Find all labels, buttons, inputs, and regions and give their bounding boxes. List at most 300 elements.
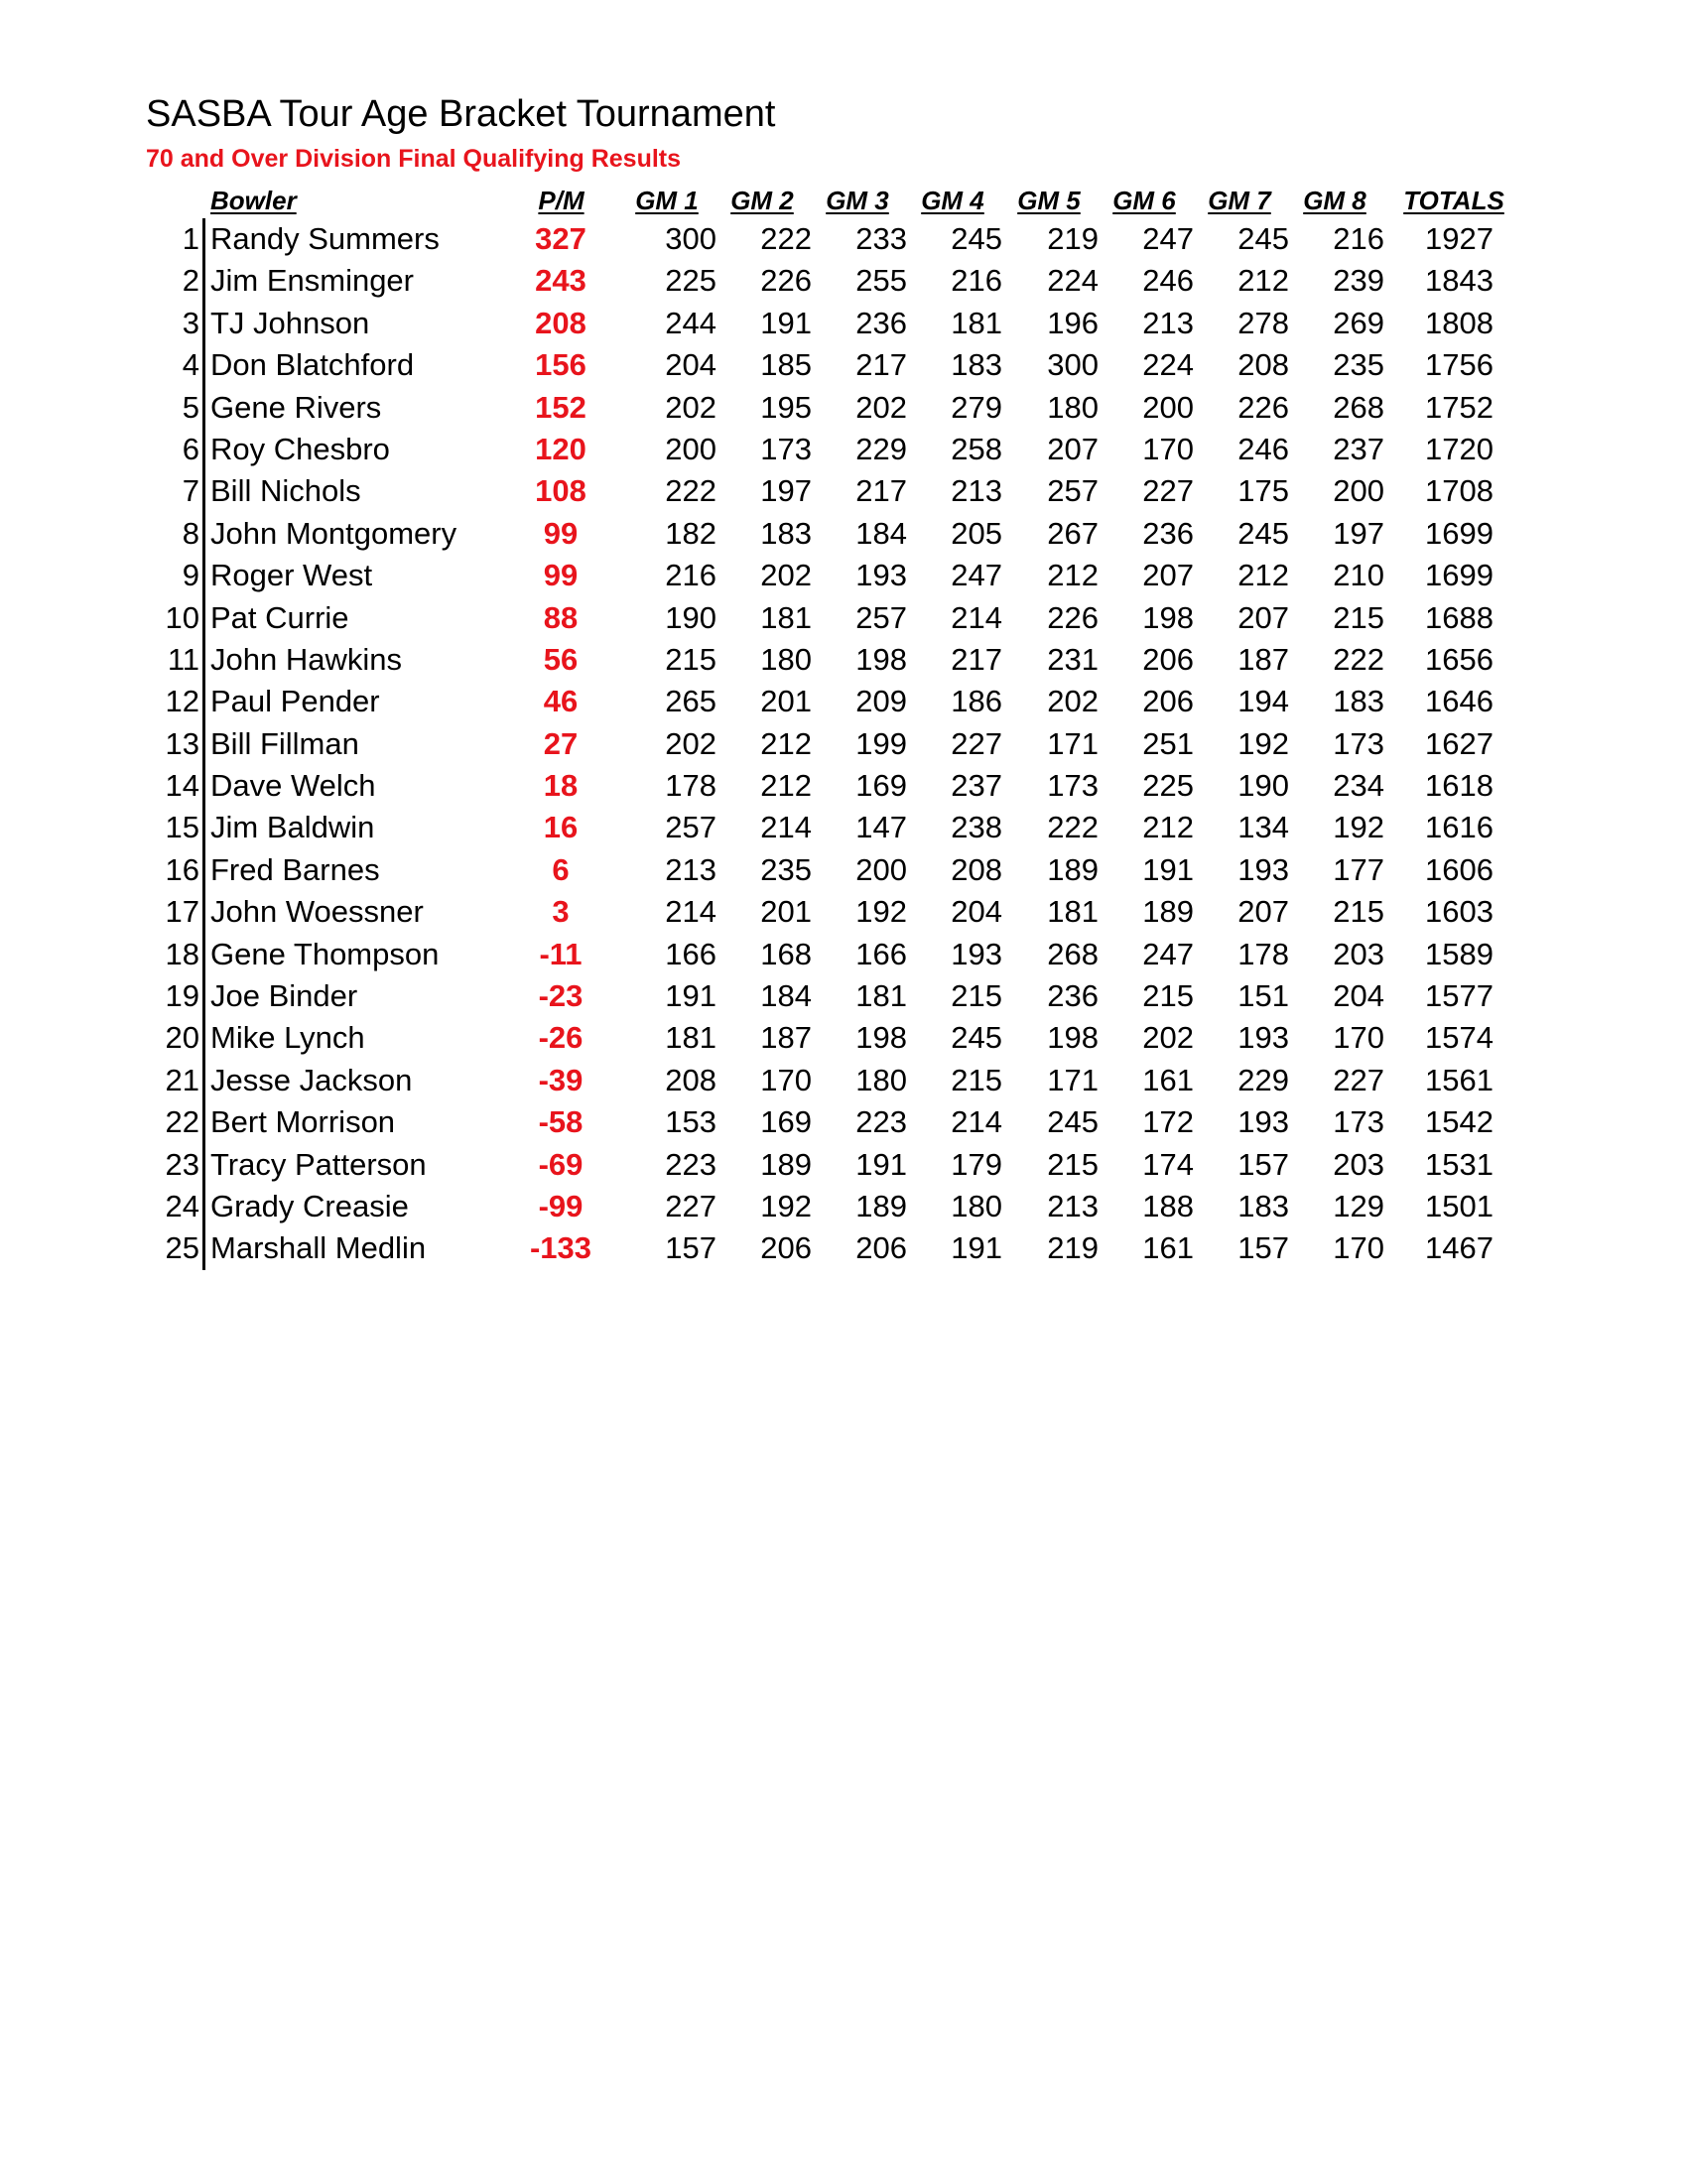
game-7-cell: 194 [1237, 684, 1289, 719]
pm-cell: 18 [543, 768, 579, 804]
game-8-cell: 192 [1333, 810, 1384, 845]
header-totals: TOTALS [1403, 186, 1504, 215]
rank-cell: 13 [165, 725, 199, 761]
bowler-name-cell: Marshall Medlin [210, 1230, 427, 1266]
game-7-cell: 212 [1237, 558, 1289, 593]
game-1-cell: 300 [665, 221, 716, 256]
game-8-cell: 235 [1333, 347, 1384, 383]
bowler-name-cell: Bill Nichols [210, 473, 361, 509]
game-6-cell: 161 [1142, 1062, 1194, 1097]
rank-cell: 16 [165, 851, 199, 887]
table-row [0, 470, 1688, 512]
table-row [0, 513, 1688, 555]
rank-cell: 11 [167, 641, 199, 677]
pm-cell: 120 [535, 431, 586, 466]
total-cell: 1603 [1425, 894, 1493, 930]
header-pm: P/M [538, 186, 584, 215]
game-1-cell: 182 [665, 515, 716, 551]
game-3-cell: 255 [855, 263, 907, 299]
game-3-cell: 199 [855, 725, 907, 761]
game-3-cell: 233 [855, 221, 907, 256]
game-4-cell: 208 [951, 851, 1002, 887]
game-7-cell: 157 [1237, 1146, 1289, 1182]
table-row [0, 765, 1688, 807]
bowler-name-cell: Randy Summers [210, 221, 440, 256]
table-row [0, 1186, 1688, 1227]
game-8-cell: 237 [1333, 431, 1384, 466]
game-8-cell: 234 [1333, 768, 1384, 804]
table-row [0, 681, 1688, 722]
game-4-cell: 181 [951, 305, 1002, 340]
game-1-cell: 208 [665, 1062, 716, 1097]
game-2-cell: 185 [760, 347, 812, 383]
game-6-cell: 236 [1142, 515, 1194, 551]
game-8-cell: 200 [1333, 473, 1384, 509]
table-header-row [0, 183, 1688, 218]
game-1-cell: 215 [665, 641, 716, 677]
game-4-cell: 247 [951, 558, 1002, 593]
table-row [0, 1060, 1688, 1101]
rank-cell: 12 [165, 684, 199, 719]
pm-cell: 243 [535, 263, 586, 299]
game-3-cell: 180 [855, 1062, 907, 1097]
total-cell: 1688 [1425, 599, 1493, 635]
game-8-cell: 173 [1333, 725, 1384, 761]
game-5-cell: 236 [1047, 978, 1099, 1014]
game-2-cell: 212 [760, 725, 812, 761]
game-1-cell: 222 [665, 473, 716, 509]
game-8-cell: 173 [1333, 1104, 1384, 1140]
header-game-6: GM 6 [1112, 186, 1176, 215]
game-6-cell: 225 [1142, 768, 1194, 804]
total-cell: 1501 [1425, 1188, 1493, 1223]
game-6-cell: 212 [1142, 810, 1194, 845]
pm-cell: 27 [543, 725, 579, 761]
bowler-name-cell: Jim Baldwin [210, 810, 375, 845]
game-8-cell: 222 [1333, 641, 1384, 677]
game-2-cell: 202 [760, 558, 812, 593]
pm-cell: 108 [535, 473, 586, 509]
game-2-cell: 181 [760, 599, 812, 635]
game-5-cell: 212 [1047, 558, 1099, 593]
game-3-cell: 184 [855, 515, 907, 551]
bowler-name-cell: Grady Creasie [210, 1188, 409, 1223]
table-row [0, 807, 1688, 848]
table-row [0, 1144, 1688, 1186]
game-4-cell: 191 [951, 1230, 1002, 1266]
game-2-cell: 180 [760, 641, 812, 677]
game-6-cell: 206 [1142, 684, 1194, 719]
game-6-cell: 170 [1142, 431, 1194, 466]
game-1-cell: 257 [665, 810, 716, 845]
game-4-cell: 193 [951, 936, 1002, 971]
total-cell: 1542 [1425, 1104, 1493, 1140]
game-6-cell: 191 [1142, 851, 1194, 887]
total-cell: 1574 [1425, 1020, 1493, 1056]
total-cell: 1618 [1425, 768, 1493, 804]
game-7-cell: 183 [1237, 1188, 1289, 1223]
table-row [0, 1101, 1688, 1143]
game-5-cell: 180 [1047, 389, 1099, 425]
game-3-cell: 200 [855, 851, 907, 887]
rank-cell: 15 [165, 810, 199, 845]
table-row [0, 387, 1688, 429]
header-bowler: Bowler [210, 186, 297, 215]
header-game-3: GM 3 [826, 186, 889, 215]
bowler-name-cell: Dave Welch [210, 768, 376, 804]
game-2-cell: 235 [760, 851, 812, 887]
game-1-cell: 200 [665, 431, 716, 466]
game-5-cell: 219 [1047, 1230, 1099, 1266]
rank-cell: 8 [182, 515, 199, 551]
game-6-cell: 172 [1142, 1104, 1194, 1140]
bowler-name-cell: John Woessner [210, 894, 424, 930]
table-row [0, 1227, 1688, 1269]
game-7-cell: 190 [1237, 768, 1289, 804]
game-3-cell: 206 [855, 1230, 907, 1266]
game-7-cell: 192 [1237, 725, 1289, 761]
game-8-cell: 203 [1333, 936, 1384, 971]
game-4-cell: 227 [951, 725, 1002, 761]
game-8-cell: 269 [1333, 305, 1384, 340]
game-5-cell: 202 [1047, 684, 1099, 719]
game-8-cell: 215 [1333, 599, 1384, 635]
game-5-cell: 224 [1047, 263, 1099, 299]
pm-cell: 6 [552, 851, 570, 887]
game-2-cell: 191 [760, 305, 812, 340]
table-row [0, 891, 1688, 933]
bowler-name-cell: Bill Fillman [210, 725, 359, 761]
pm-cell: 88 [543, 599, 579, 635]
game-1-cell: 214 [665, 894, 716, 930]
header-game-7: GM 7 [1208, 186, 1271, 215]
game-2-cell: 169 [760, 1104, 812, 1140]
game-4-cell: 214 [951, 1104, 1002, 1140]
table-row [0, 1017, 1688, 1059]
game-4-cell: 213 [951, 473, 1002, 509]
game-3-cell: 189 [855, 1188, 907, 1223]
game-7-cell: 193 [1237, 851, 1289, 887]
game-8-cell: 129 [1333, 1188, 1384, 1223]
table-row [0, 218, 1688, 260]
bowler-name-cell: Bert Morrison [210, 1104, 396, 1140]
bowler-name-cell: Fred Barnes [210, 851, 380, 887]
game-7-cell: 278 [1237, 305, 1289, 340]
game-7-cell: 226 [1237, 389, 1289, 425]
game-6-cell: 202 [1142, 1020, 1194, 1056]
game-5-cell: 257 [1047, 473, 1099, 509]
total-cell: 1616 [1425, 810, 1493, 845]
rank-cell: 4 [182, 347, 199, 383]
bowler-name-cell: TJ Johnson [210, 305, 370, 340]
game-4-cell: 215 [951, 978, 1002, 1014]
game-6-cell: 174 [1142, 1146, 1194, 1182]
game-2-cell: 195 [760, 389, 812, 425]
game-1-cell: 213 [665, 851, 716, 887]
game-8-cell: 215 [1333, 894, 1384, 930]
bowler-name-cell: Pat Currie [210, 599, 349, 635]
game-6-cell: 224 [1142, 347, 1194, 383]
table-row [0, 344, 1688, 386]
bowler-name-cell: Jim Ensminger [210, 263, 414, 299]
game-6-cell: 251 [1142, 725, 1194, 761]
game-5-cell: 196 [1047, 305, 1099, 340]
game-2-cell: 197 [760, 473, 812, 509]
rank-divider-line [202, 218, 205, 1270]
header-game-2: GM 2 [730, 186, 794, 215]
game-6-cell: 200 [1142, 389, 1194, 425]
game-6-cell: 227 [1142, 473, 1194, 509]
game-5-cell: 245 [1047, 1104, 1099, 1140]
total-cell: 1699 [1425, 515, 1493, 551]
game-3-cell: 193 [855, 558, 907, 593]
game-1-cell: 181 [665, 1020, 716, 1056]
total-cell: 1927 [1425, 221, 1493, 256]
game-4-cell: 217 [951, 641, 1002, 677]
game-3-cell: 166 [855, 936, 907, 971]
game-2-cell: 206 [760, 1230, 812, 1266]
pm-cell: -39 [538, 1062, 584, 1097]
game-2-cell: 189 [760, 1146, 812, 1182]
game-4-cell: 215 [951, 1062, 1002, 1097]
pm-cell: 16 [543, 810, 579, 845]
table-row [0, 934, 1688, 975]
game-3-cell: 198 [855, 1020, 907, 1056]
game-6-cell: 161 [1142, 1230, 1194, 1266]
game-2-cell: 184 [760, 978, 812, 1014]
table-row [0, 303, 1688, 344]
game-6-cell: 215 [1142, 978, 1194, 1014]
game-4-cell: 180 [951, 1188, 1002, 1223]
game-5-cell: 222 [1047, 810, 1099, 845]
game-8-cell: 183 [1333, 684, 1384, 719]
rank-cell: 19 [165, 978, 199, 1014]
game-4-cell: 238 [951, 810, 1002, 845]
game-8-cell: 203 [1333, 1146, 1384, 1182]
game-1-cell: 178 [665, 768, 716, 804]
bowler-name-cell: Joe Binder [210, 978, 358, 1014]
rank-cell: 7 [182, 473, 199, 509]
game-5-cell: 268 [1047, 936, 1099, 971]
pm-cell: -23 [538, 978, 584, 1014]
header-game-8: GM 8 [1303, 186, 1366, 215]
total-cell: 1720 [1425, 431, 1493, 466]
rank-cell: 6 [182, 431, 199, 466]
game-4-cell: 183 [951, 347, 1002, 383]
rank-cell: 3 [182, 305, 199, 340]
game-3-cell: 169 [855, 768, 907, 804]
game-1-cell: 202 [665, 725, 716, 761]
game-6-cell: 198 [1142, 599, 1194, 635]
game-2-cell: 187 [760, 1020, 812, 1056]
game-5-cell: 231 [1047, 641, 1099, 677]
game-3-cell: 236 [855, 305, 907, 340]
game-3-cell: 181 [855, 978, 907, 1014]
game-3-cell: 198 [855, 641, 907, 677]
game-1-cell: 157 [665, 1230, 716, 1266]
game-7-cell: 134 [1237, 810, 1289, 845]
game-2-cell: 222 [760, 221, 812, 256]
game-8-cell: 216 [1333, 221, 1384, 256]
document-subtitle: 70 and Over Division Final Qualifying Results [146, 145, 682, 173]
game-1-cell: 190 [665, 599, 716, 635]
game-2-cell: 201 [760, 894, 812, 930]
game-2-cell: 226 [760, 263, 812, 299]
game-5-cell: 171 [1047, 725, 1099, 761]
table-row [0, 639, 1688, 681]
bowler-name-cell: John Hawkins [210, 641, 402, 677]
game-4-cell: 179 [951, 1146, 1002, 1182]
game-8-cell: 170 [1333, 1230, 1384, 1266]
game-4-cell: 237 [951, 768, 1002, 804]
total-cell: 1589 [1425, 936, 1493, 971]
game-4-cell: 216 [951, 263, 1002, 299]
game-6-cell: 247 [1142, 936, 1194, 971]
game-3-cell: 217 [855, 347, 907, 383]
game-6-cell: 247 [1142, 221, 1194, 256]
pm-cell: -11 [539, 936, 583, 971]
game-7-cell: 193 [1237, 1104, 1289, 1140]
rank-cell: 1 [182, 221, 199, 256]
bowler-name-cell: Jesse Jackson [210, 1062, 413, 1097]
game-5-cell: 171 [1047, 1062, 1099, 1097]
rank-cell: 22 [165, 1104, 199, 1140]
game-7-cell: 175 [1237, 473, 1289, 509]
game-8-cell: 177 [1333, 851, 1384, 887]
bowler-name-cell: Don Blatchford [210, 347, 415, 383]
game-7-cell: 207 [1237, 599, 1289, 635]
game-4-cell: 245 [951, 1020, 1002, 1056]
table-row [0, 555, 1688, 596]
game-7-cell: 212 [1237, 263, 1289, 299]
game-1-cell: 204 [665, 347, 716, 383]
game-7-cell: 157 [1237, 1230, 1289, 1266]
game-3-cell: 257 [855, 599, 907, 635]
game-3-cell: 229 [855, 431, 907, 466]
game-7-cell: 245 [1237, 221, 1289, 256]
game-7-cell: 207 [1237, 894, 1289, 930]
game-3-cell: 223 [855, 1104, 907, 1140]
game-1-cell: 202 [665, 389, 716, 425]
game-4-cell: 245 [951, 221, 1002, 256]
header-game-4: GM 4 [921, 186, 984, 215]
rank-cell: 5 [182, 389, 199, 425]
game-6-cell: 246 [1142, 263, 1194, 299]
pm-cell: 56 [543, 641, 579, 677]
game-7-cell: 178 [1237, 936, 1289, 971]
game-1-cell: 223 [665, 1146, 716, 1182]
pm-cell: -58 [538, 1104, 584, 1140]
pm-cell: 152 [535, 389, 586, 425]
game-8-cell: 197 [1333, 515, 1384, 551]
game-5-cell: 215 [1047, 1146, 1099, 1182]
table-row [0, 260, 1688, 302]
pm-cell: 99 [543, 515, 579, 551]
game-2-cell: 168 [760, 936, 812, 971]
bowler-name-cell: Gene Rivers [210, 389, 382, 425]
game-8-cell: 268 [1333, 389, 1384, 425]
rank-cell: 25 [165, 1230, 199, 1266]
table-row [0, 723, 1688, 765]
header-game-1: GM 1 [635, 186, 699, 215]
bowler-name-cell: Roger West [210, 558, 373, 593]
pm-cell: 327 [535, 221, 586, 256]
game-7-cell: 208 [1237, 347, 1289, 383]
game-5-cell: 219 [1047, 221, 1099, 256]
game-3-cell: 147 [855, 810, 907, 845]
game-2-cell: 192 [760, 1188, 812, 1223]
pm-cell: -133 [529, 1230, 592, 1266]
game-5-cell: 207 [1047, 431, 1099, 466]
game-6-cell: 213 [1142, 305, 1194, 340]
results-table [0, 183, 1688, 1270]
game-4-cell: 205 [951, 515, 1002, 551]
total-cell: 1699 [1425, 558, 1493, 593]
game-7-cell: 245 [1237, 515, 1289, 551]
bowler-name-cell: Paul Pender [210, 684, 380, 719]
rank-cell: 23 [165, 1146, 199, 1182]
game-3-cell: 209 [855, 684, 907, 719]
total-cell: 1752 [1425, 389, 1493, 425]
game-1-cell: 191 [665, 978, 716, 1014]
total-cell: 1843 [1425, 263, 1493, 299]
game-6-cell: 189 [1142, 894, 1194, 930]
total-cell: 1708 [1425, 473, 1493, 509]
game-2-cell: 173 [760, 431, 812, 466]
rank-cell: 14 [165, 768, 199, 804]
rank-cell: 20 [165, 1020, 199, 1056]
pm-cell: -26 [538, 1020, 584, 1056]
rank-cell: 18 [165, 936, 199, 971]
game-2-cell: 170 [760, 1062, 812, 1097]
game-2-cell: 201 [760, 684, 812, 719]
game-5-cell: 181 [1047, 894, 1099, 930]
game-7-cell: 246 [1237, 431, 1289, 466]
game-1-cell: 244 [665, 305, 716, 340]
pm-cell: 99 [543, 558, 579, 593]
pm-cell: 46 [543, 684, 579, 719]
game-7-cell: 229 [1237, 1062, 1289, 1097]
table-row [0, 849, 1688, 891]
game-6-cell: 207 [1142, 558, 1194, 593]
game-3-cell: 217 [855, 473, 907, 509]
game-3-cell: 202 [855, 389, 907, 425]
total-cell: 1467 [1425, 1230, 1493, 1266]
game-1-cell: 153 [665, 1104, 716, 1140]
game-4-cell: 204 [951, 894, 1002, 930]
bowler-name-cell: Mike Lynch [210, 1020, 365, 1056]
pm-cell: 3 [552, 894, 570, 930]
game-1-cell: 216 [665, 558, 716, 593]
header-game-5: GM 5 [1017, 186, 1081, 215]
rank-cell: 24 [165, 1188, 199, 1223]
game-5-cell: 189 [1047, 851, 1099, 887]
rank-cell: 2 [182, 263, 199, 299]
game-5-cell: 213 [1047, 1188, 1099, 1223]
game-5-cell: 173 [1047, 768, 1099, 804]
table-row [0, 429, 1688, 470]
total-cell: 1531 [1425, 1146, 1493, 1182]
game-4-cell: 258 [951, 431, 1002, 466]
bowler-name-cell: John Montgomery [210, 515, 457, 551]
rank-cell: 9 [182, 558, 199, 593]
total-cell: 1646 [1425, 684, 1493, 719]
game-4-cell: 279 [951, 389, 1002, 425]
game-6-cell: 188 [1142, 1188, 1194, 1223]
game-2-cell: 214 [760, 810, 812, 845]
game-1-cell: 227 [665, 1188, 716, 1223]
pm-cell: -99 [538, 1188, 584, 1223]
